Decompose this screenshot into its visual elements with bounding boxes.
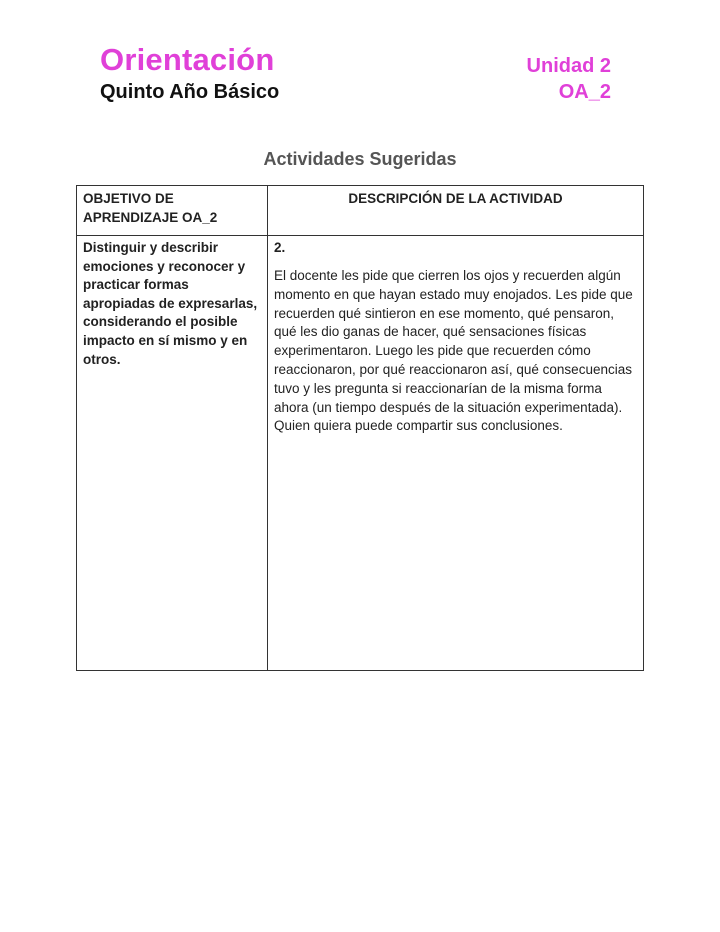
activity-table	[76, 185, 644, 671]
unit-label: Unidad 2	[526, 55, 611, 77]
description-column-header: DESCRIPCIÓN DE LA ACTIVIDAD	[268, 186, 644, 236]
activity-number: 2.	[274, 240, 286, 255]
oa-label: OA_2	[558, 81, 611, 103]
header-left	[100, 42, 279, 105]
activity-description: El docente les pide que cierren los ojos y recuerden algún momento en que hayan estado muy enojados. Les pide que recuerden qué sintieron en ese momento, qué pensaron, qué les dio ganas de hacer, qué sensaciones físicas experimentaron. Luego les pide que recuerden cómo reaccionaron, por qué reaccionaron así, qué consecuencias tuvo y les pregunta si reaccionarían de la misma forma ahora (un tiempo después de la situación experimentada). Quien quiera puede compartir sus conclusiones.	[274, 268, 633, 434]
objective-column-header: OBJETIVO DE APRENDIZAJE OA_2	[77, 186, 268, 236]
description-cell	[268, 236, 644, 671]
header-right	[527, 53, 611, 105]
grade-title: Quinto Año Básico	[100, 81, 280, 103]
table-row	[77, 236, 644, 671]
table-header-row	[77, 186, 644, 236]
section-title: Actividades Sugeridas	[263, 149, 457, 169]
objective-cell: Distinguir y describir emociones y reconocer y practicar formas apropiadas de expresarlas, considerando el posible impacto en sí mismo y en otros.	[77, 236, 268, 671]
subject-title: Orientación	[100, 42, 275, 77]
